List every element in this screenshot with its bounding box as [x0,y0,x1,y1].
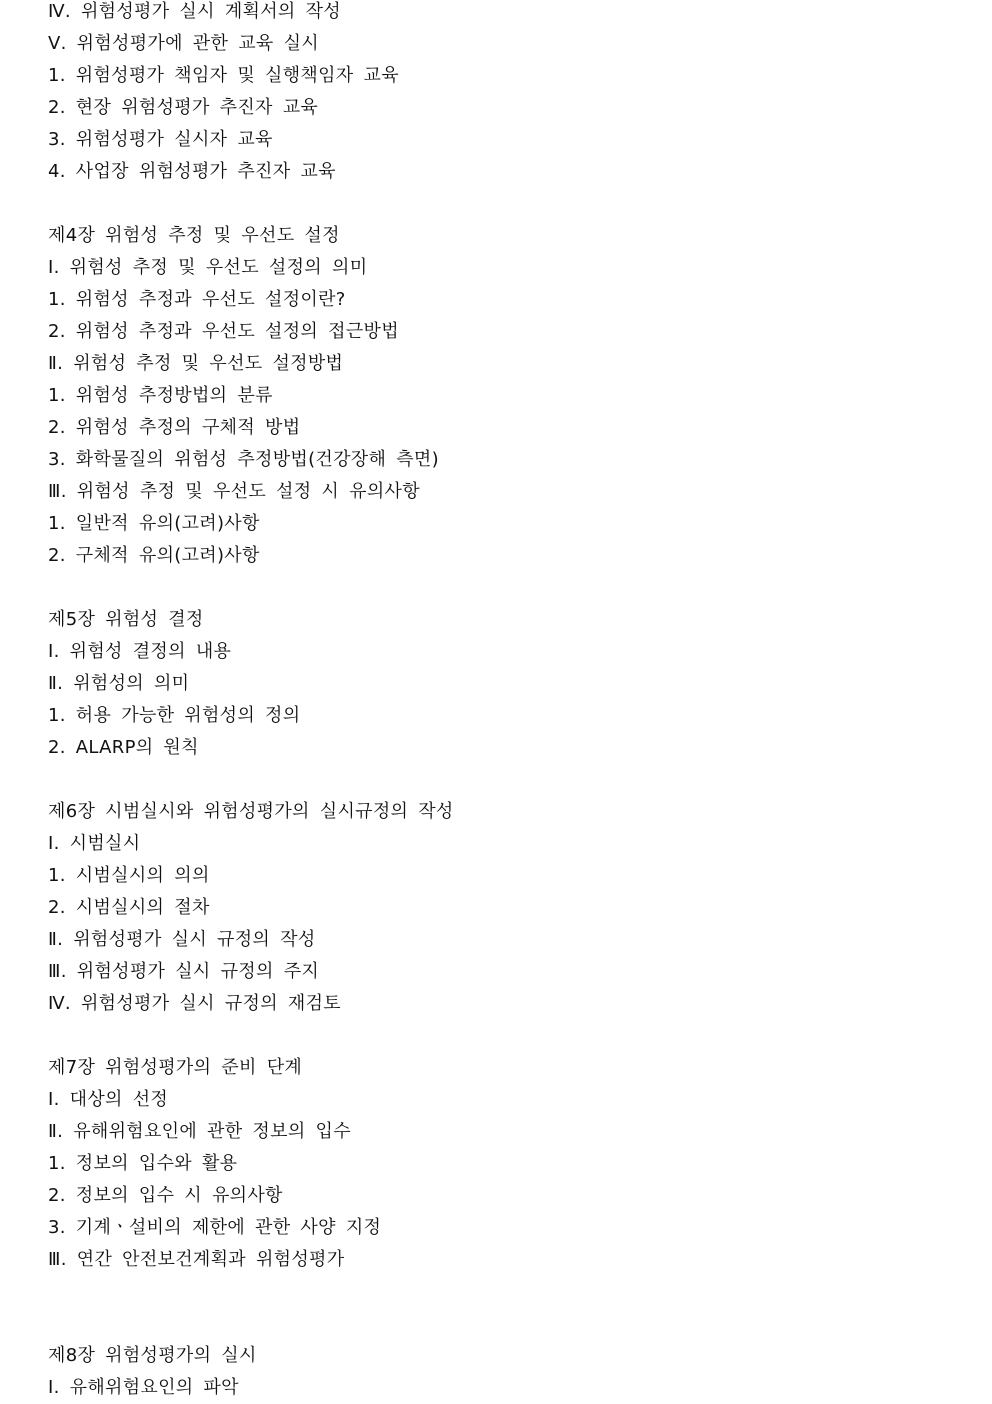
toc-item: 1. 허용 가능한 위험성의 정의 [48,705,301,726]
toc-item: 2. 시범실시의 절차 [48,897,210,918]
toc-item: 1. 시범실시의 의의 [48,865,210,886]
toc-item: 4. 사업장 위험성평가 추진자 교육 [48,161,336,182]
toc-item: Ⅳ. 위험성평가 실시 계획서의 작성 [48,1,341,22]
toc-item: 3. 위험성평가 실시자 교육 [48,129,273,150]
toc-item: 3. 화학물질의 위험성 추정방법(건강장해 측면) [48,449,439,470]
toc-item: 1. 위험성 추정과 우선도 설정이란? [48,289,346,310]
table-of-contents [48,0,948,1404]
toc-section: Ⅴ. 위험성평가에 관한 교육 실시 [48,33,319,54]
toc-section: Ⅱ. 위험성평가 실시 규정의 작성 [48,929,316,950]
toc-section: Ⅰ. 대상의 선정 [48,1089,169,1110]
toc-section: Ⅲ. 위험성평가 실시 규정의 주지 [48,961,320,982]
blank-line [48,1020,948,1052]
toc-item: 2. 정보의 입수 시 유의사항 [48,1185,283,1206]
blank-line [48,572,948,604]
chapter-heading-6: 제6장 시범실시와 위험성평가의 실시규정의 작성 [48,801,454,822]
toc-section: Ⅰ. 유해위험요인의 파악 [48,1377,239,1398]
toc-item: 2. ALARP의 원칙 [48,737,199,758]
toc-section: Ⅲ. 위험성 추정 및 우선도 설정 시 유의사항 [48,481,420,502]
toc-section: Ⅰ. 위험성 추정 및 우선도 설정의 의미 [48,257,368,278]
chapter-heading-7: 제7장 위험성평가의 준비 단계 [48,1057,303,1078]
chapter-heading-8: 제8장 위험성평가의 실시 [48,1345,257,1366]
toc-section: Ⅰ. 위험성 결정의 내용 [48,641,232,662]
toc-section: Ⅱ. 위험성 추정 및 우선도 설정방법 [48,353,344,374]
toc-section: Ⅲ. 연간 안전보건계획과 위험성평가 [48,1249,345,1270]
toc-section: Ⅱ. 위험성의 의미 [48,673,190,694]
toc-item: 2. 위험성 추정의 구체적 방법 [48,417,301,438]
toc-item: 1. 정보의 입수와 활용 [48,1153,238,1174]
toc-item: 2. 현장 위험성평가 추진자 교육 [48,97,319,118]
toc-section: Ⅳ. 위험성평가 실시 규정의 재검토 [48,993,341,1014]
toc-item: 1. 위험성 추정방법의 분류 [48,385,273,406]
chapter-heading-5: 제5장 위험성 결정 [48,609,204,630]
toc-item: 1. 위험성평가 책임자 및 실행책임자 교육 [48,65,399,86]
chapter-heading-4: 제4장 위험성 추정 및 우선도 설정 [48,225,340,246]
toc-item: 3. 기계ㆍ설비의 제한에 관한 사양 지정 [48,1217,382,1238]
toc-item: 2. 위험성 추정과 우선도 설정의 접근방법 [48,321,399,342]
toc-item: 2. 구체적 유의(고려)사항 [48,545,260,566]
toc-section: Ⅰ. 시범실시 [48,833,141,854]
blank-line [48,188,948,220]
blank-line [48,764,948,796]
toc-section: Ⅱ. 유해위험요인에 관한 정보의 입수 [48,1121,351,1142]
blank-line [48,1276,948,1340]
toc-item: 1. 일반적 유의(고려)사항 [48,513,260,534]
